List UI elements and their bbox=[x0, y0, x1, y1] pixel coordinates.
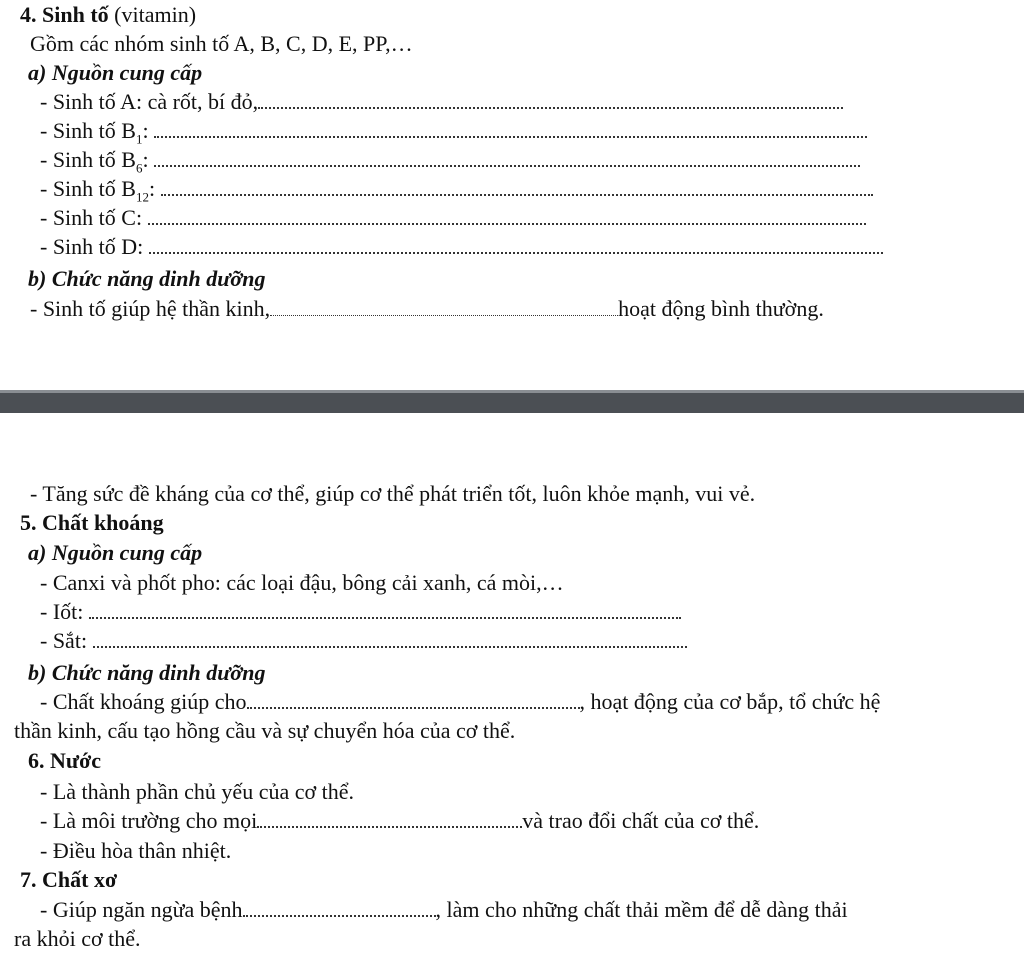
vitamin-a-line: - Sinh tố A: cà rốt, bí đỏ, bbox=[40, 89, 843, 115]
water-line-1: - Là thành phần chủ yếu của cơ thể. bbox=[40, 779, 355, 804]
mineral-function-heading: b) Chức năng dinh dưỡng bbox=[28, 660, 266, 685]
fiber-line: - Giúp ngăn ngừa bệnh , làm cho những chất thải mềm để dễ dàng thải bbox=[40, 897, 848, 922]
page-separator bbox=[0, 393, 1024, 413]
mineral-function-line-2: thần kinh, cấu tạo hồng cầu và sự chuyển hóa của cơ thể. bbox=[14, 718, 516, 743]
vitamin-b6-line: - Sinh tố $B_6$: bbox=[40, 147, 860, 181]
vitamin-d-line: - Sinh tố D: bbox=[40, 234, 883, 260]
vitamin-sources-heading: a) Nguồn cung cấp bbox=[28, 60, 203, 85]
vitamin-function-heading: b) Chức năng dinh dưỡng bbox=[28, 266, 266, 291]
mineral-function-line: - Chất khoáng giúp cho , hoạt động của cơ bắp, tổ chức hệ bbox=[40, 689, 881, 714]
vitamin-b12-line: - Sinh tố $B_{12}$: bbox=[40, 176, 873, 210]
section-heading-water: 6. Nước bbox=[28, 748, 102, 773]
water-line-3: - Điều hòa thân nhiệt. bbox=[40, 838, 232, 863]
vitamin-c-line: - Sinh tố C: bbox=[40, 205, 866, 231]
vitamin-b1-line: - Sinh tố $B_1$: bbox=[40, 118, 867, 152]
vitamin-function-line: - Sinh tố giúp hệ thần kinh, hoạt động bình thường. bbox=[30, 296, 824, 321]
iodine-line: - Iốt: bbox=[40, 599, 681, 625]
fiber-line-2: ra khỏi cơ thể. bbox=[14, 926, 141, 951]
vitamin-intro: Gồm các nhóm sinh tố A, B, C, D, E, PP,… bbox=[30, 31, 413, 56]
mineral-sources-heading: a) Nguồn cung cấp bbox=[28, 540, 203, 565]
section-heading-minerals: 5. Chất khoáng bbox=[20, 510, 164, 535]
section-heading-vitamin: 4. Sinh tố (vitamin) bbox=[20, 2, 197, 27]
section-heading-fiber: 7. Chất xơ bbox=[20, 867, 118, 892]
water-line-2: - Là môi trường cho mọi và trao đổi chất của cơ thể. bbox=[40, 808, 760, 833]
iron-line: - Sắt: bbox=[40, 628, 687, 654]
immunity-line: - Tăng sức đề kháng của cơ thể, giúp cơ thể phát triển tốt, luôn khỏe mạnh, vui vẻ. bbox=[30, 481, 756, 506]
calcium-line: - Canxi và phốt pho: các loại đậu, bông cải xanh, cá mòi,… bbox=[40, 570, 564, 595]
